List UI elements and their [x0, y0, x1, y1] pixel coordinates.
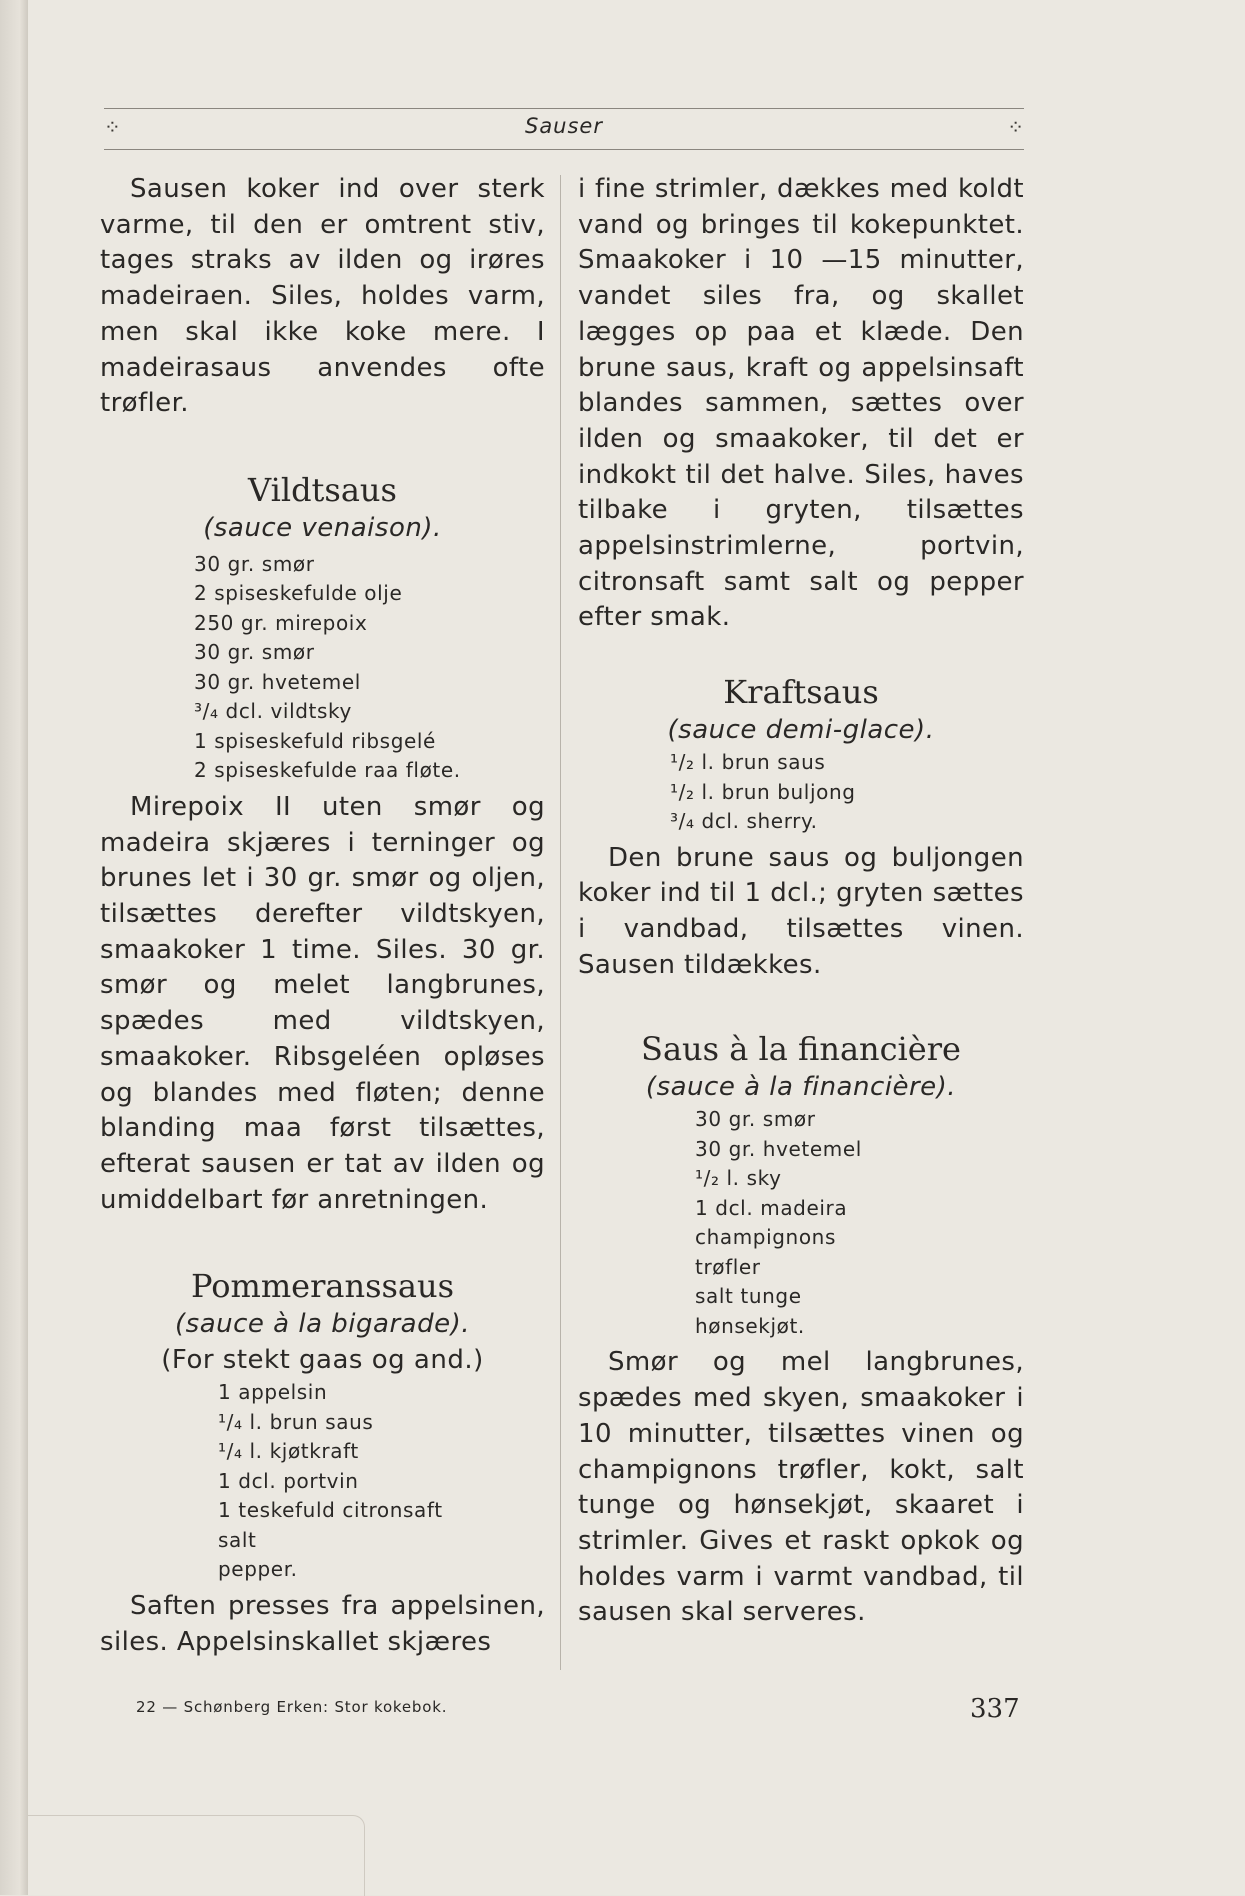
ingredient-item: ¹/₂ l. brun saus [670, 750, 826, 775]
recipe-subtitle-financiere: (sauce à la financière). [645, 1072, 957, 1103]
ingredient-item: ¹/₄ l. kjøtkraft [218, 1439, 359, 1464]
ingredient-item: 1 appelsin [218, 1380, 328, 1405]
running-header [104, 108, 1024, 150]
ingredient-list-vildtsaus [194, 550, 545, 786]
ingredient-list-financiere [695, 1105, 1024, 1341]
ingredient-item: 2 spiseskefulde olje [194, 581, 403, 606]
ingredient-item: 30 gr. smør [695, 1107, 816, 1132]
page-edge [28, 1815, 365, 1896]
book-spine [0, 0, 29, 1895]
ingredient-item: 1 dcl. portvin [218, 1468, 359, 1493]
ingredient-item: ³/₄ dcl. sherry. [670, 809, 818, 834]
recipe-title-pommeranssaus: Pommeranssaus [190, 1267, 455, 1306]
ingredient-item: ¹/₂ l. sky [695, 1166, 782, 1191]
continuation-paragraph: i fine strimler, dækkes med koldt vand og bringes til kokepunktet. Smaakoker i 10 —15 minutter, vandet siles fra, og skallet lægges op paa et klæde. Den brune saus, kraft og appelsinsaft blandes sammen, sættes over ilden og smaakoker, til det er indkokt til det halve. Siles, haves tilbake i gryten, tilsættes appelsinstrimlerne, portvin, citronsaft samt salt og pepper efter smak. [578, 174, 1024, 633]
ingredient-list-pommeranssaus [218, 1378, 545, 1585]
ingredient-item: ¹/₂ l. brun buljong [670, 779, 856, 804]
recipe-subtitle-kraftsaus: (sauce demi-glace). [667, 715, 935, 746]
ingredient-list-kraftsaus [670, 748, 1024, 837]
column-divider [560, 175, 561, 1670]
ingredient-item: 30 gr. hvetemel [695, 1136, 862, 1161]
left-column [100, 172, 545, 1660]
recipe-note-pommeranssaus: (For stekt gaas og and.) [161, 1345, 484, 1376]
recipe-title-financiere: Saus à la financière [641, 1030, 961, 1069]
ingredient-item: ³/₄ dcl. vildtsky [194, 699, 352, 724]
ingredient-item: 30 gr. smør [194, 551, 315, 576]
ingredient-item: 1 teskefuld citronsaft [218, 1498, 443, 1523]
right-column [578, 172, 1024, 1631]
recipe-subtitle-vildtsaus: (sauce venaison). [203, 512, 442, 543]
method-paragraph-pommeranssaus: Saften presses fra appelsinen, siles. Appelsinskallet skjæres [100, 1590, 545, 1657]
method-paragraph-kraftsaus: Den brune saus og buljongen koker ind til 1 dcl.; gryten sættes i vandbad, tilsættes vinen. Sausen tildækkes. [578, 842, 1024, 980]
ingredient-item: 1 spiseskefuld ribsgelé [194, 728, 436, 753]
ingredient-item: salt tunge [695, 1284, 802, 1309]
ingredient-item: salt [218, 1527, 257, 1552]
recipe-title-vildtsaus: Vildtsaus [248, 470, 397, 509]
running-header-title: Sauser [524, 114, 603, 138]
ingredient-item: 2 spiseskefulde raa fløte. [194, 758, 461, 783]
ingredient-item: 1 dcl. madeira [695, 1195, 848, 1220]
method-paragraph-financiere: Smør og mel langbrunes, spædes med skyen, smaakoker i 10 minutter, tilsættes vinen og champignons trøfler, kokt, salt tunge og hønsekjøt, skaaret i strimler. Gives et raskt opkok og holdes varm i varmt vandbad, til sausen skal serveres. [578, 1347, 1024, 1628]
ingredient-item: 30 gr. hvetemel [194, 669, 361, 694]
ornament-right-icon: ⁘ [1007, 115, 1024, 139]
page-number: 337 [970, 1694, 1020, 1724]
ingredient-item: 30 gr. smør [194, 640, 315, 665]
recipe-subtitle-pommeranssaus: (sauce à la bigarade). [175, 1309, 470, 1340]
intro-paragraph: Sausen koker ind over sterk varme, til den er omtrent stiv, tages straks av ilden og irøres madeiraen. Siles, holdes varm, men skal ikke koke mere. I madeirasaus anvendes ofte trøfler. [100, 174, 545, 419]
ingredient-item: trøfler [695, 1254, 761, 1279]
ingredient-item: pepper. [218, 1557, 298, 1582]
ingredient-item: ¹/₄ l. brun saus [218, 1409, 374, 1434]
ingredient-item: champignons [695, 1225, 836, 1250]
ingredient-item: 250 gr. mirepoix [194, 610, 368, 635]
ingredient-item: hønsekjøt. [695, 1313, 805, 1338]
signature-mark: 22 — Schønberg Erken: Stor kokebok. [136, 1698, 448, 1716]
recipe-title-kraftsaus: Kraftsaus [723, 673, 879, 712]
ornament-left-icon: ⁘ [104, 115, 121, 139]
method-paragraph-vildtsaus: Mirepoix II uten smør og madeira skjæres i terninger og brunes let i 30 gr. smør og oljen, tilsættes derefter vildtskyen, smaakoker 1 time. Siles. 30 gr. smør og melet langbrunes, spædes med vildtskyen, smaakoker. Ribsgeléen opløses og blandes med fløten; denne blanding maa først tilsættes, efterat sausen er tat av ilden og umiddelbart før anretningen. [100, 791, 545, 1215]
